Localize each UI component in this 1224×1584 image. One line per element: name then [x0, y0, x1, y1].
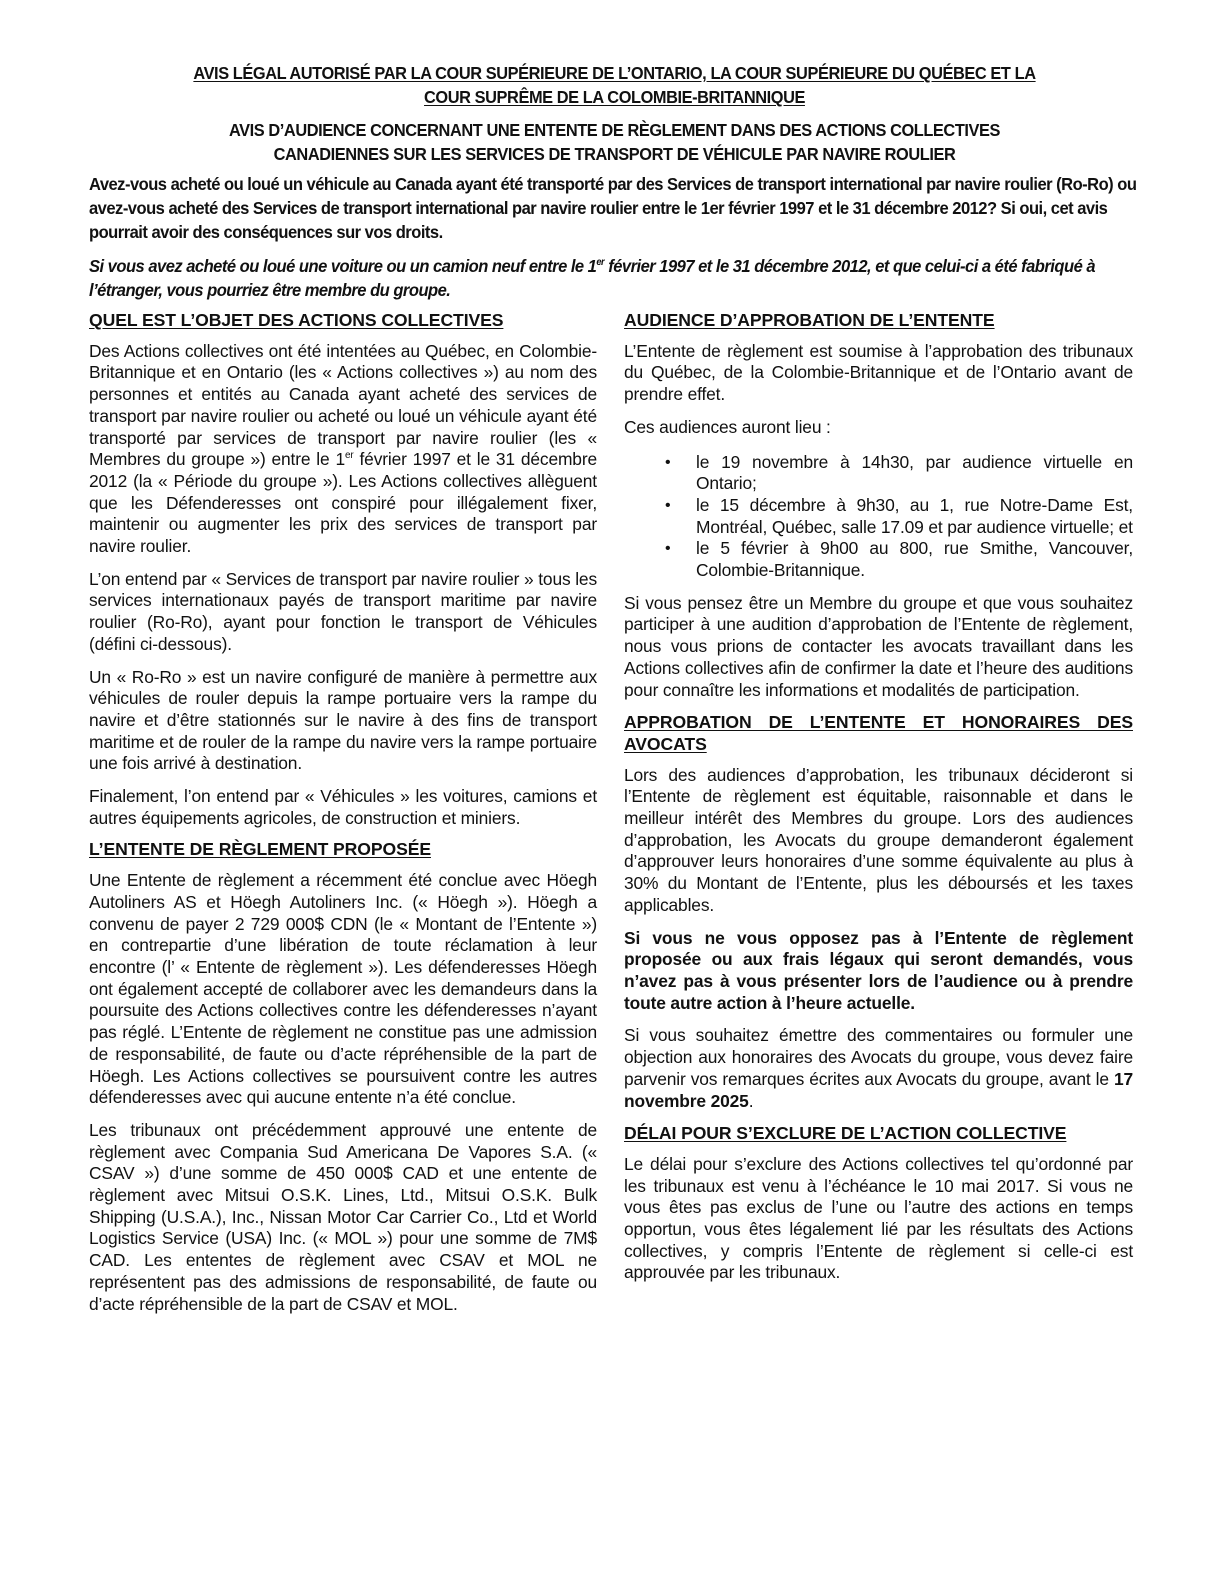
paragraph-class-actions-description	[89, 341, 597, 558]
legal-authorization-title	[126, 61, 1103, 109]
objection-text: Si vous souhaitez émettre des commentaires ou formuler une objection aux honoraires des Avocats du groupe, vous devez faire parvenir vos remarques écrites aux Avocats du groupe, avant le	[624, 1025, 1133, 1089]
section-heading-proposed-settlement: L’ENTENTE DE RÈGLEMENT PROPOSÉE	[89, 839, 431, 860]
hearing-notice-title-line2: CANADIENNES SUR LES SERVICES DE TRANSPORT DE VÉHICULE PAR NAVIRE ROULIER	[273, 144, 956, 164]
hearing-notice-title	[126, 118, 1103, 166]
paragraph-part1: Des Actions collectives ont été intentées au Québec, en Colombie-Britannique et en Ontario (les « Actions collectives ») au nom des personnes et entités au Canada ayant acheté des services de transport par navire roulier ou acheté ou loué un véhicule ayant été transporté par services de transport par navire roulier (les « Membres du groupe ») entre le 1	[89, 340, 597, 470]
paragraph-part2: février 1997 et le 31 décembre 2012 (la « Période du groupe »). Les Actions collectives allèguent que les Défenderesses ont conspiré pour illégalement fixer, maintenir ou augmenter les prix des services de transport par navire roulier.	[89, 449, 597, 557]
paragraph-roro-services-definition: L’on entend par « Services de transport par navire roulier » tous les services internationaux payés de transport maritime par navire roulier (Ro-Ro), ayant pour fonction le transport de Véhicules (défini ci-dessous).	[89, 568, 597, 654]
hearings-list	[624, 452, 1133, 582]
objection-deadline-date: 17 novembre 2025	[624, 1068, 1133, 1111]
paragraph-fairness-and-fees: Lors des audiences d’approbation, les tribunaux décideront si l’Entente de règlement est équitable, raisonnable et dans le meilleur intérêt des Membres du groupe. Lors des audiences d’approbation, les Avocats du groupe demanderont également d’approuver leurs honoraires d’une somme équivalente au plus à 30% du Montant de l’Entente, plus les déboursés et les taxes applicables.	[624, 764, 1133, 915]
paragraph-approval-requirement: L’Entente de règlement est soumise à l’approbation des tribunaux du Québec, de la Colombie-Britannique et de l’Ontario avant de prendre effet.	[624, 340, 1133, 405]
hearing-item-text: le 5 février à 9h00 au 800, rue Smithe, Vancouver, Colombie-Britannique.	[696, 538, 1133, 581]
paragraph-objection-deadline	[624, 1025, 1133, 1112]
paragraph-roro-definition: Un « Ro-Ro » est un navire configuré de manière à permettre aux véhicules de rouler depuis la rampe portuaire vers la rampe du navire et d’être stationnés sur le navire à des fins de transport maritime et de rouler de la rampe du navire vers la rampe portuaire une fois arrivé à destination.	[89, 666, 597, 774]
section-heading-opt-out-deadline: DÉLAI POUR S’EXCLURE DE L’ACTION COLLECTIVE	[624, 1123, 1067, 1144]
paragraph-opt-out-expired: Le délai pour s’exclure des Actions collectives tel qu’ordonné par les tribunaux est venu à l’échéance le 10 mai 2017. Si vous ne vous êtes pas exclus de l’une ou l’autre des actions en temps opportun, vous êtes légalement lié par les résultats des Actions collectives, y compris l’Entente de règlement si celle-ci est approuvée par les tribunaux.	[624, 1153, 1133, 1283]
legal-authorization-title-line2: COUR SUPRÊME DE LA COLOMBIE-BRITANNIQUE	[424, 87, 805, 107]
bullet-icon: •	[665, 453, 671, 471]
hearing-item-text: le 15 décembre à 9h30, au 1, rue Notre-Dame Est, Montréal, Québec, salle 17.09 et par audience virtuelle; et	[696, 494, 1133, 537]
hearing-item-quebec	[624, 495, 1133, 538]
paragraph-prior-settlements: Les tribunaux ont précédemment approuvé une entente de règlement avec Compania Sud Americana De Vapores S.A. (« CSAV ») d’une somme de 450 000$ CAD et une entente de règlement avec Mitsui O.S.K. Lines, Ltd., Mitsui O.S.K. Bulk Shipping (U.S.A.), Inc., Nissan Motor Car Carrier Co., Ltd et World Logistics Service (USA) Inc. (« MOL ») pour une somme de 7M$ CAD. Les ententes de règlement avec CSAV et MOL ne représentent pas des admissions de responsabilité, de faute ou d’acte répréhensible de la part de CSAV et MOL.	[89, 1119, 597, 1314]
bullet-icon: •	[665, 496, 671, 514]
intro-class-member-note	[89, 254, 1140, 302]
paragraph-hearings-intro: Ces audiences auront lieu :	[624, 416, 831, 437]
hearing-item-british-columbia	[624, 538, 1133, 581]
legal-authorization-title-line1: AVIS LÉGAL AUTORISÉ PAR LA COUR SUPÉRIEURE DE L’ONTARIO, LA COUR SUPÉRIEURE DU QUÉBEC ET LA	[193, 63, 1036, 83]
left-column	[89, 310, 597, 1326]
hearing-item-ontario	[624, 452, 1133, 495]
hearing-notice-title-line1: AVIS D’AUDIENCE CONCERNANT UNE ENTENTE DE RÈGLEMENT DANS DES ACTIONS COLLECTIVES	[228, 120, 1001, 140]
section-heading-approval-and-fees: APPROBATION DE L’ENTENTE ET HONORAIRES DES AVOCATS	[624, 712, 1133, 754]
intro-italic-part1: Si vous avez acheté ou loué une voiture ou un camion neuf entre le 1	[89, 256, 597, 276]
title-block	[126, 61, 1103, 166]
objection-text-end: .	[748, 1090, 754, 1111]
paragraph-no-action-needed: Si vous ne vous opposez pas à l’Entente de règlement proposée ou aux frais légaux qui seront demandés, vous n’avez pas à vous présenter lors de l’audience ou à prendre toute autre action à l’heure actuelle.	[624, 927, 1133, 1013]
section-heading-purpose: QUEL EST L’OBJET DES ACTIONS COLLECTIVES	[89, 310, 504, 330]
right-column	[624, 310, 1133, 1295]
intro-question: Avez-vous acheté ou loué un véhicule au Canada ayant été transporté par des Services de transport international par navire roulier (Ro-Ro) ou avez-vous acheté des Services de transport international par navire roulier entre le 1er février 1997 et le 31 décembre 2012? Si oui, cet avis pourrait avoir des conséquences sur vos droits.	[89, 174, 1137, 242]
ordinal-superscript: er	[596, 257, 605, 269]
legal-notice-page	[89, 61, 1140, 1314]
ordinal-superscript: er	[344, 450, 354, 462]
section-heading-approval-hearing: AUDIENCE D’APPROBATION DE L’ENTENTE	[624, 310, 995, 330]
hearing-item-text: le 19 novembre à 14h30, par audience virtuelle en Ontario;	[696, 451, 1133, 494]
intro-italic-part2: février 1997 et le 31 décembre 2012, et que celui-ci a été fabriqué à l’étranger, vous pourriez être membre du groupe.	[89, 256, 1096, 300]
paragraph-vehicles-definition: Finalement, l’on entend par « Véhicules » les voitures, camions et autres équipements agricoles, de construction et miniers.	[89, 786, 597, 828]
bullet-icon: •	[665, 540, 671, 558]
paragraph-participation-instructions: Si vous pensez être un Membre du groupe et que vous souhaitez participer à une audition d’approbation de l’Entente de règlement, nous vous prions de contacter les avocats travaillant dans les Actions collectives afin de confirmer la date et l’heure des auditions pour connaître les informations et modalités de participation.	[624, 592, 1133, 700]
paragraph-hoegh-settlement: Une Entente de règlement a récemment été conclue avec Höegh Autoliners AS et Höegh Autoliners Inc. (« Höegh »). Höegh a convenu de payer 2 729 000$ CDN (le « Montant de l’Entente ») en contrepartie d’une libération de toute réclamation à leur encontre (l’ « Entente de règlement »). Les défenderesses Höegh ont également accepté de collaborer avec les demandeurs dans la poursuite des Actions collectives contre les défenderesses n’ayant pas réglé. L’Entente de règlement ne constitue pas une admission de responsabilité, de faute ou d’acte répréhensible de la part de Höegh. Les Actions collectives se poursuivent contre les autres défenderesses avec qui aucune entente n’a été conclue.	[89, 870, 597, 1108]
